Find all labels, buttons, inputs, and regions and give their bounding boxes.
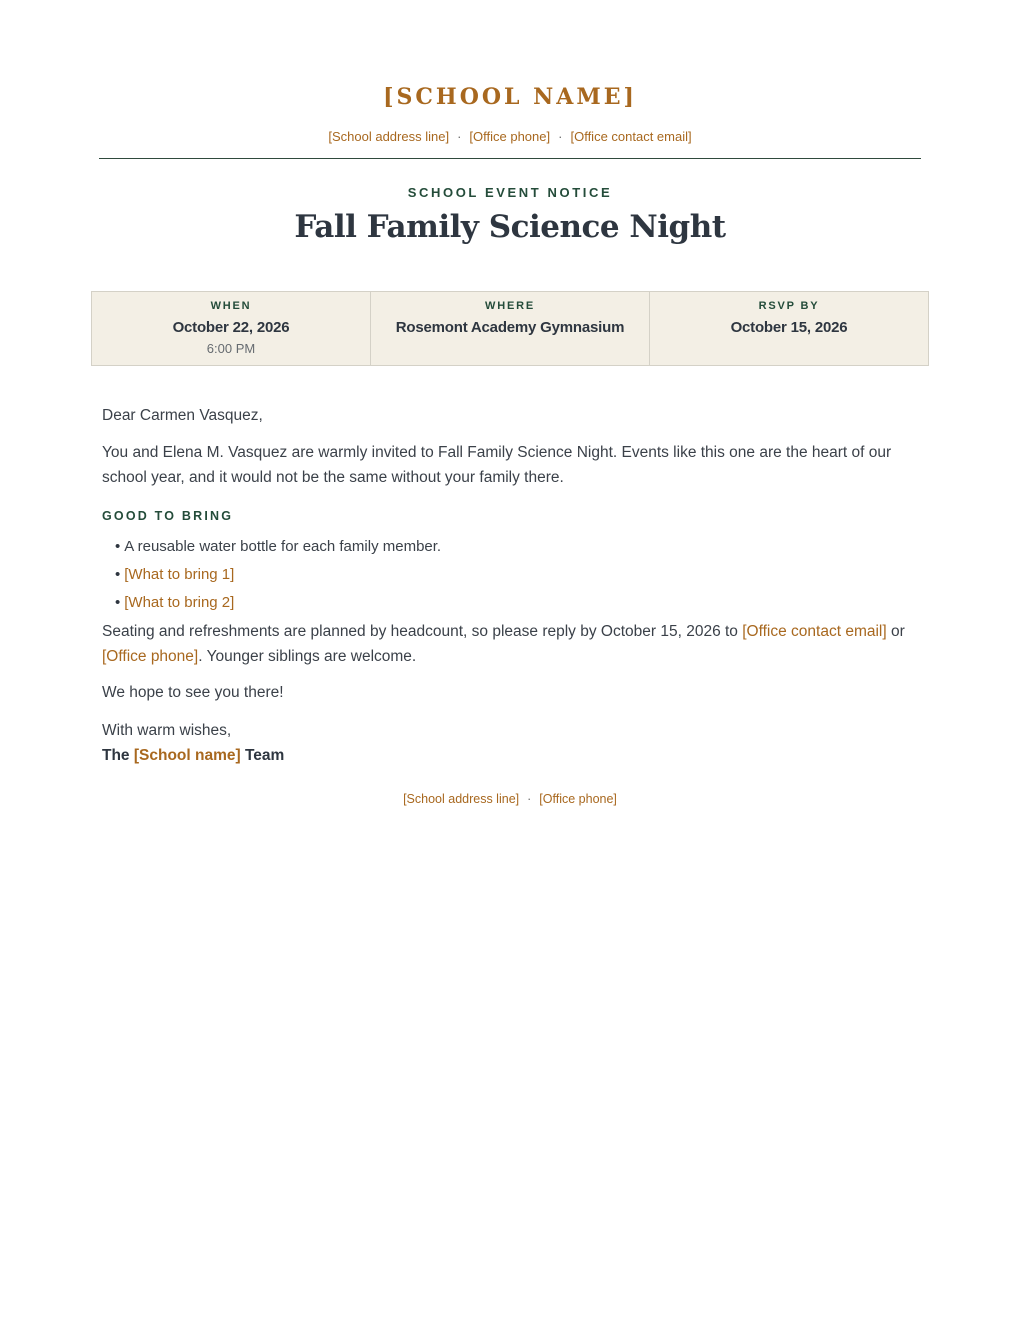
letter-closing: With warm wishes, <box>102 722 232 739</box>
where-value: Rosemont Academy Gymnasium <box>395 319 625 336</box>
footer-separator: · <box>527 792 532 806</box>
when-label: WHEN <box>210 300 252 312</box>
reply-text-2: or <box>886 623 905 640</box>
signature-school-name: [School name] <box>133 747 241 764</box>
bring-item-text: [What to bring 1] <box>124 566 235 583</box>
bring-item-text: A reusable water bottle for each family member. <box>124 538 442 555</box>
footer-contact-line <box>0 790 1020 808</box>
footer-address: [School address line] <box>403 792 520 806</box>
bullet-icon: • <box>115 538 121 555</box>
event-title: Fall Family Science Night <box>294 209 726 245</box>
where-label: WHERE <box>485 300 535 312</box>
letter-hope: We hope to see you there! <box>102 684 284 701</box>
when-date: October 22, 2026 <box>172 319 290 336</box>
list-item <box>115 561 441 589</box>
header-separator-1: · <box>457 129 462 144</box>
header-divider <box>99 158 921 159</box>
letter-intro: You and Elena M. Vasquez are warmly invited to Fall Family Science Night. Events like this one are the heart of our school year, and it would not be the same without your family there. <box>102 444 892 486</box>
list-item <box>115 533 441 561</box>
signature-team: Team <box>240 747 285 764</box>
header-separator-2: · <box>558 129 563 144</box>
footer-phone: [Office phone] <box>539 792 617 806</box>
notice-kicker: SCHOOL EVENT NOTICE <box>407 185 613 200</box>
bring-heading: GOOD TO BRING <box>102 509 234 523</box>
letter-closing-block <box>102 718 922 768</box>
signature-the: The <box>102 747 134 764</box>
header-phone: [Office phone] <box>469 129 551 144</box>
where-cell <box>371 292 650 365</box>
bullet-icon: • <box>115 566 121 583</box>
school-name-heading: [SCHOOL NAME] <box>383 84 637 110</box>
event-details-panel <box>91 291 929 366</box>
header-contact-line <box>0 128 1020 146</box>
reply-email: [Office contact email] <box>742 623 887 640</box>
when-time: 6:00 PM <box>206 341 256 356</box>
reply-phone: [Office phone] <box>102 648 199 665</box>
rsvp-cell <box>650 292 928 365</box>
bring-item-text: [What to bring 2] <box>124 594 235 611</box>
letter-signature <box>102 743 922 768</box>
letter-greeting: Dear Carmen Vasquez, <box>102 407 263 424</box>
when-cell <box>92 292 371 365</box>
bullet-icon: • <box>115 594 121 611</box>
letter-reply-paragraph <box>102 619 922 669</box>
bring-list <box>115 533 441 617</box>
header-email: [Office contact email] <box>570 129 692 144</box>
rsvp-value: October 15, 2026 <box>730 319 848 336</box>
reply-text-1: Seating and refreshments are planned by headcount, so please reply by October 15, 2026 to <box>102 623 743 640</box>
rsvp-label: RSVP BY <box>758 300 820 312</box>
header-address: [School address line] <box>328 129 450 144</box>
reply-text-3: . Younger siblings are welcome. <box>198 648 417 665</box>
list-item <box>115 589 441 617</box>
